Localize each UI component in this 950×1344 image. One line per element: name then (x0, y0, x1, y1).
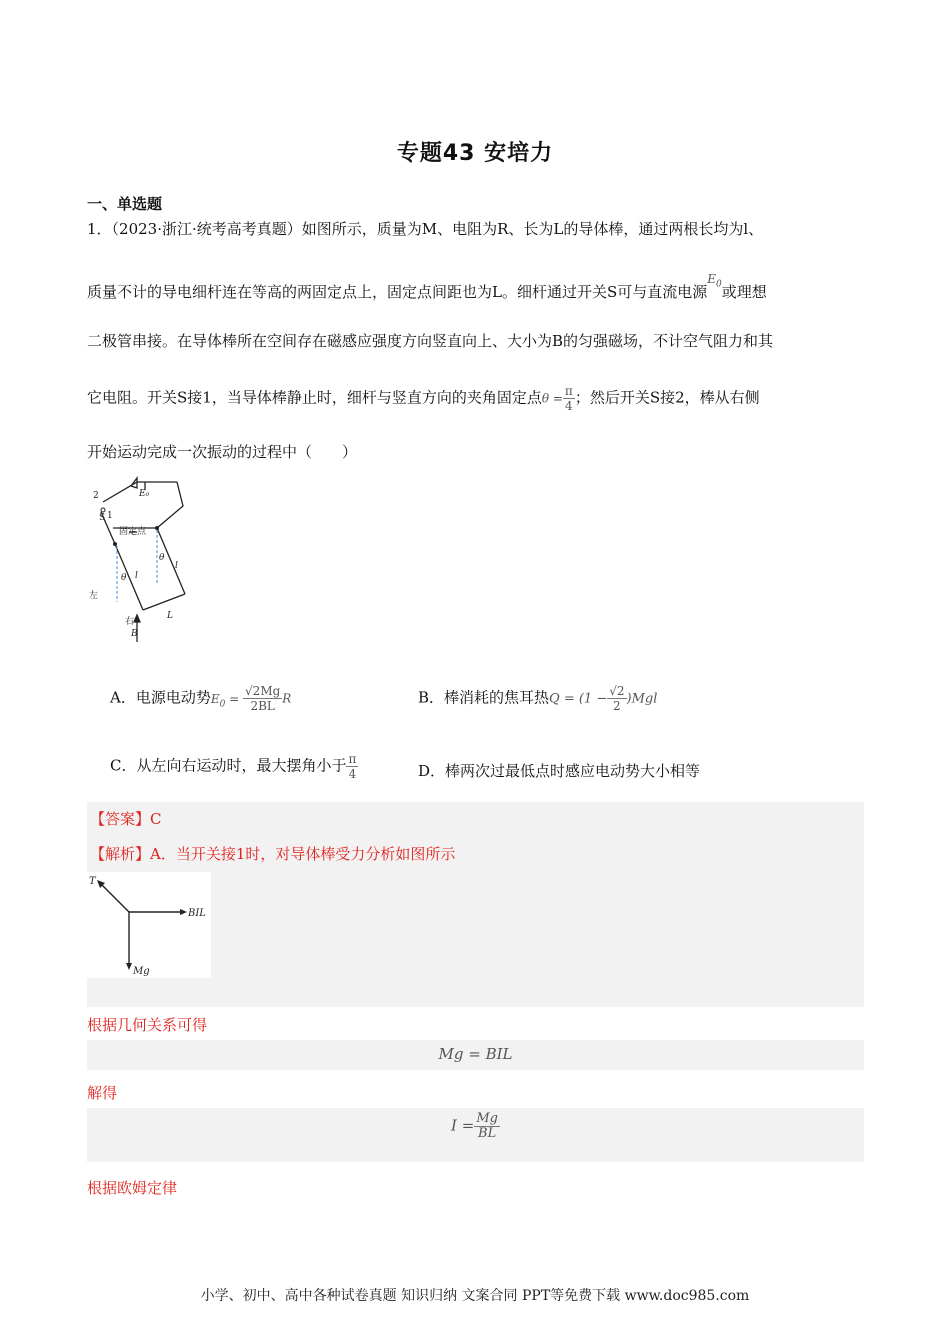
question-line-4 (87, 384, 760, 413)
label-mg: Mg (133, 966, 150, 977)
label-1: 1 (107, 511, 113, 521)
answer-line: 【答案】C (90, 810, 162, 828)
left-rod (115, 544, 143, 610)
section-heading: 一、单选题 (87, 195, 163, 213)
option-a (110, 684, 291, 713)
label-left: 左 (89, 591, 99, 601)
label-L: L (167, 611, 173, 621)
analysis-line (90, 843, 455, 864)
label-b: B (131, 629, 138, 639)
conductor-bar (143, 594, 185, 610)
option-b-label: B．棒消耗的焦耳热 (418, 688, 550, 707)
force-diagram (87, 872, 211, 978)
question-line-4-tail: ；然后开关S接2，棒从右侧 (574, 388, 760, 407)
step-ohm: 根据欧姆定律 (87, 1179, 178, 1197)
equation-2 (87, 1112, 864, 1141)
analysis-tag: 【解析】 (90, 845, 151, 863)
question-line-4-text: 它电阻。开关S接1，当导体棒静止时，细杆与竖直方向的夹角固定点 (87, 388, 542, 407)
option-a-fraction: $\frac{√2Mg}{2BL}$ (245, 684, 281, 713)
label-right: 右 (125, 617, 135, 627)
theta-equals: θ = (541, 391, 563, 406)
label-t: T (89, 876, 96, 887)
step-geometry: 根据几何关系可得 (87, 1016, 208, 1034)
option-c-fraction: $\frac{\pi}{4}$ (348, 752, 357, 781)
equation-2-fraction: $\frac{Mg}{BL}$ (476, 1111, 498, 1141)
label-bil: BIL (188, 908, 206, 919)
option-a-e0: $E_0$ = (210, 691, 244, 709)
switch-pin-2 (101, 508, 105, 512)
label-l-right: l (175, 561, 178, 571)
question-line-2-tail: 或理想 (721, 283, 767, 301)
equation-1: Mg = BIL (438, 1045, 513, 1063)
equation-2-lhs: I = (451, 1116, 475, 1135)
option-b-fraction: $\frac{√2}{2}$ (609, 684, 625, 713)
circuit-right-wire (157, 482, 183, 528)
step-solve: 解得 (87, 1084, 118, 1102)
page-title: 专题43 安培力 (396, 141, 554, 166)
right-pivot (155, 526, 159, 530)
label-2: 2 (93, 491, 99, 501)
circuit-figure (87, 472, 197, 644)
option-c-label: C．从左向右运动时，最大摆角小于 (110, 756, 347, 775)
label-theta-left: θ (121, 573, 127, 583)
label-e0: E₀ (139, 489, 150, 499)
label-l-left: l (135, 571, 138, 581)
label-fixed-point: 固定点 (119, 527, 147, 537)
option-b (418, 684, 657, 713)
option-a-label: A．电源电动势 (110, 688, 211, 707)
pi-over-4: $\frac{\pi}{4}$ (564, 384, 573, 413)
question-line-5: 开始运动完成一次振动的过程中（ ） (87, 443, 358, 461)
b-arrow-head (134, 615, 140, 622)
question-line-2 (87, 272, 767, 303)
option-c (110, 752, 358, 781)
option-b-rhs: )Mgl (626, 691, 658, 707)
question-line-1: 1．（2023·浙江·统考高考真题）如图所示，质量为M、电阻为R、长为L的导体棒，通过两根长均为l、 (87, 220, 764, 238)
option-d: D．棒两次过最低点时感应电动势大小相等 (418, 762, 701, 780)
question-line-2-text: 质量不计的导电细杆连在等高的两固定点上，固定点间距也为L。细杆通过开关S可与直流电源 (87, 283, 708, 301)
label-s: S (99, 513, 106, 523)
question-line-3: 二极管串接。在导体棒所在空间存在磁感应强度方向竖直向上、大小为B的匀强磁场，不计空气阻力和其 (87, 332, 774, 350)
left-pivot (113, 542, 117, 546)
footer: 小学、初中、高中各种试卷真题 知识归纳 文案合同 PPT等免费下载 www.doc985.com (200, 1288, 750, 1304)
analysis-text: A．当开关接1时，对导体棒受力分析如图所示 (150, 845, 456, 863)
option-a-r: R (282, 691, 292, 706)
label-theta-right: θ (159, 553, 165, 563)
e0-symbol: E0 (707, 272, 722, 290)
option-b-lhs: Q = (1 − (549, 691, 608, 707)
